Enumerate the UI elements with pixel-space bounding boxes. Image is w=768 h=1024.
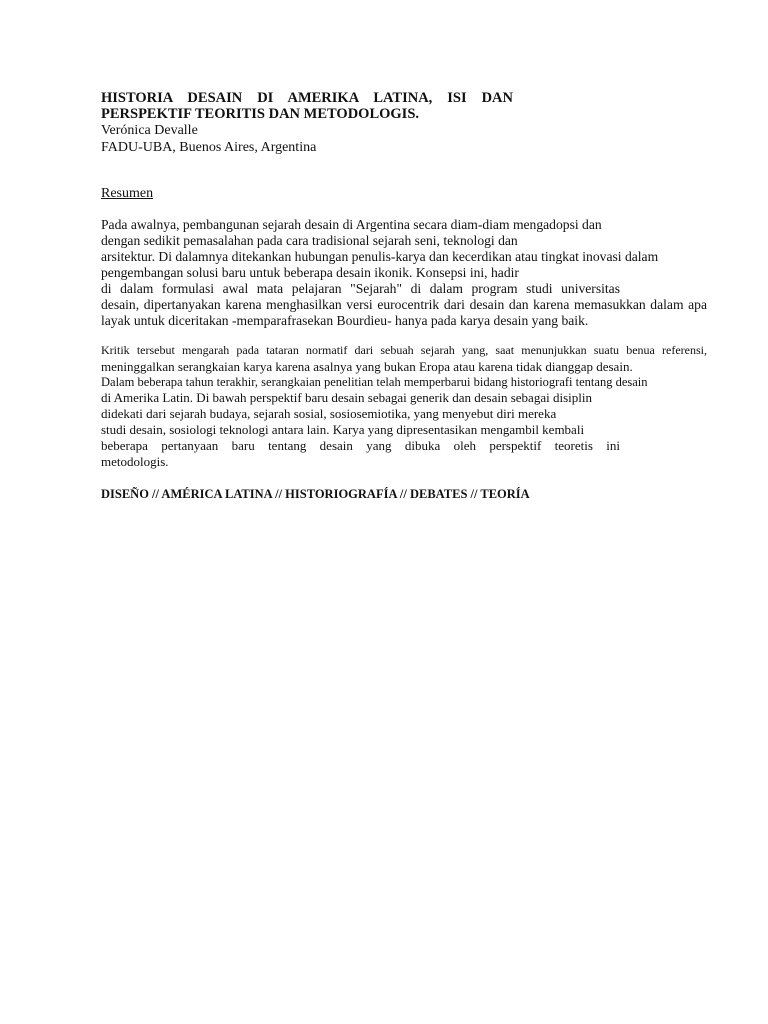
abstract-paragraph-1 xyxy=(101,217,707,329)
title-line-2: PERSPEKTIF TEORITIS DAN METODOLOGIS. xyxy=(101,106,420,122)
section-heading-resumen: Resumen xyxy=(101,186,154,201)
paragraph-line: dengan sedikit pemasalahan pada cara tradisional sejarah seni, teknologi dan xyxy=(101,233,518,248)
paragraph-line: studi desain, sosiologi teknologi antara lain. Karya yang dipresentasikan mengambil kembali xyxy=(101,421,585,437)
paragraph-line: metodologis. xyxy=(101,453,169,469)
author-block xyxy=(101,123,316,156)
paragraph-line: pengembangan solusi baru untuk beberapa desain ikonik. Konsepsi ini, hadir xyxy=(101,265,519,280)
document-title xyxy=(101,90,513,122)
paragraph-line: di Amerika Latin. Di bawah perspektif baru desain sebagai generik dan desain sebagai disiplin xyxy=(101,390,592,406)
paragraph-line: Dalam beberapa tahun terakhir, serangkaian penelitian telah memperbarui bidang historiografi tentang desain xyxy=(101,374,648,389)
paragraph-line: meninggalkan serangkaian karya karena asalnya yang bukan Eropa atau karena tidak dianggap desain. xyxy=(101,358,633,374)
author-affiliation: FADU-UBA, Buenos Aires, Argentina xyxy=(101,139,317,155)
paragraph-line: Pada awalnya, pembangunan sejarah desain di Argentina secara diam-diam mengadopsi dan xyxy=(101,217,602,232)
paragraph-line: desain, dipertanyakan karena menghasilkan versi eurocentrik dari desain dan karena memasukkan dalam apa xyxy=(101,297,707,312)
paragraph-line: layak untuk diceritakan -memparafrasekan Bourdieu- hanya pada karya desain yang baik. xyxy=(101,313,589,328)
paragraph-line: beberapa pertanyaan baru tentang desain yang dibuka oleh perspektif teoretis ini xyxy=(101,437,620,453)
author-name: Verónica Devalle xyxy=(101,123,198,138)
abstract-paragraph-2 xyxy=(101,343,707,469)
paragraph-line: didekati dari sejarah budaya, sejarah sosial, sosiosemiotika, yang menyebut diri mereka xyxy=(101,406,557,422)
paragraph-line: Kritik tersebut mengarah pada tataran normatif dari sebuah sejarah yang, saat menunjukkan suatu benua referensi, xyxy=(101,343,707,357)
keywords-line: DISEÑO // AMÉRICA LATINA // HISTORIOGRAFÍA // DEBATES // TEORÍA xyxy=(101,487,530,501)
paragraph-line: arsitektur. Di dalamnya ditekankan hubungan penulis-karya dan kecerdikan atau tingkat inovasi dalam xyxy=(101,249,659,264)
paragraph-line: di dalam formulasi awal mata pelajaran "Sejarah" di dalam program studi universitas xyxy=(101,281,620,296)
title-line-1: HISTORIA DESAIN DI AMERIKA LATINA, ISI DAN xyxy=(101,90,513,106)
